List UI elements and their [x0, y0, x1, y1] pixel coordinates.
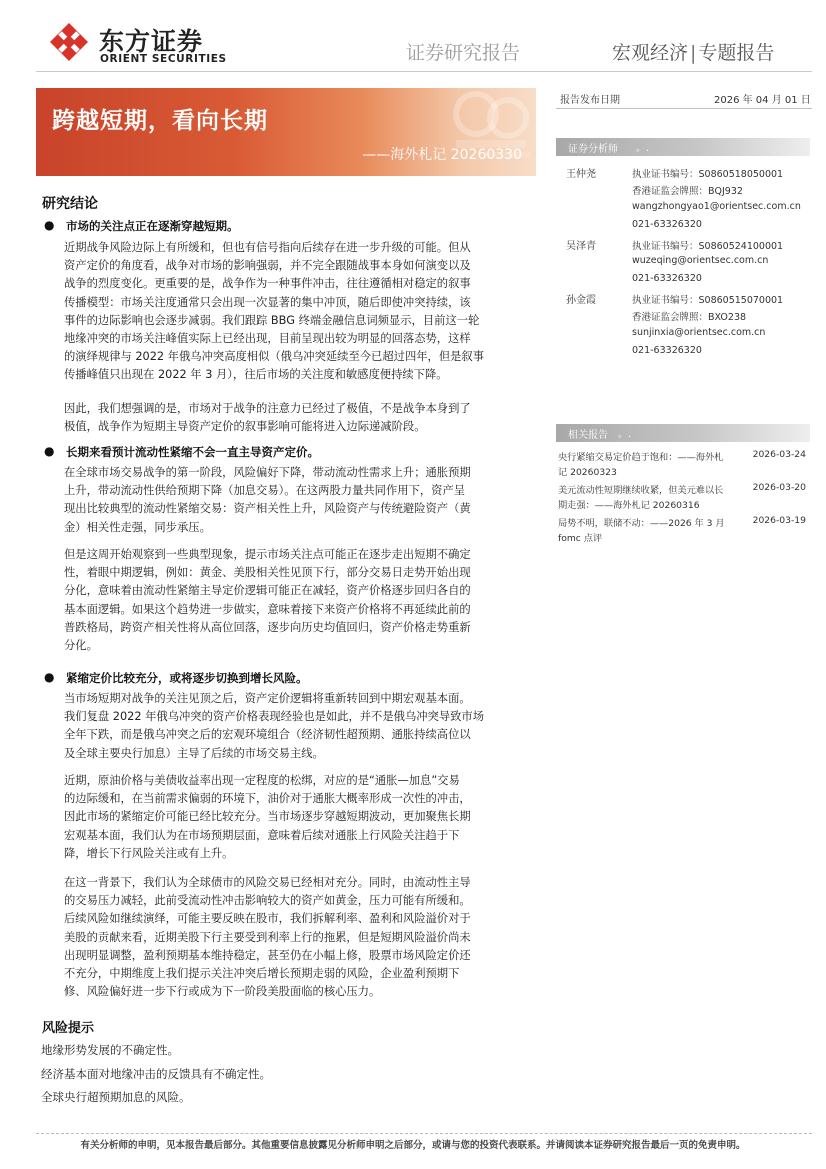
analyst-hk-license: 香港证监会牌照：BQJ932: [632, 186, 743, 197]
bullet-icon: ●: [44, 670, 55, 684]
analyst-name: 孙金霞: [566, 295, 596, 306]
paragraph: [64, 874, 528, 1001]
analyst-phone: 021-63326320: [632, 219, 702, 230]
analyst-name: 王仲尧: [566, 169, 596, 180]
paragraph-line: 当市场短期对战争的关注见顶之后，资产定价逻辑将重新转回到中期宏观基本面。: [64, 692, 471, 705]
paragraph-line: 我们复盘 2022 年俄乌冲突的资产价格表现经验也是如此，并不是俄乌冲突导致市场: [64, 710, 485, 724]
paragraph-line: 金）相关性走强，同步承压。: [64, 520, 211, 534]
related-heading-label: 相关报告: [568, 430, 608, 441]
paragraph-line: 传播模型：市场关注度通常只会出现一次显著的集中冲顶，随后即使冲突持续，该: [64, 295, 471, 309]
paragraph-line: 上升，带动流动性供给预期下降（加息交易）。在这两股力量共同作用下，资产呈: [64, 484, 466, 498]
analysts-heading-label: 证券分析师: [568, 144, 618, 155]
paragraph-line: 传播峰值只出现在 2022 年 3 月），往后市场的关注度和敏感度便持续下降。: [64, 368, 448, 382]
related-report-title-cont[interactable]: 记 20260323: [558, 467, 617, 478]
key-point-title: 紧缩定价比较充分，或将逐步切换到增长风险。: [66, 671, 308, 685]
paragraph-line: 后续风险如继续演绎，可能主要反映在股市，我们拆解利率、盈利和风险溢价对于: [64, 912, 471, 926]
related-report-date: 2026-03-19: [752, 515, 806, 526]
paragraph-line: 极值，战争作为短期主导资产定价的叙事影响可能将进入边际递减阶段。: [64, 420, 426, 434]
paragraph-line: 全年下跌，而是俄乌冲突之后的宏观环境组合（经济韧性超预期、通胀持续高位以: [64, 728, 471, 742]
paragraph-line: 普跌格局，跨资产相关性将从高位回落，逐步向历史均值回归，资产价格走势重新: [64, 620, 471, 634]
bullet-icon: ●: [44, 218, 55, 232]
analysts-heading: [556, 138, 810, 156]
brand-logo-icon: [49, 22, 89, 62]
analyst-license: 执业证书编号：S0860518050001: [632, 169, 784, 180]
analyst-license: 执业证书编号：S0860515070001: [632, 295, 784, 306]
paragraph-line: 资产定价的角度看，战争对市场的影响强弱，并不完全跟随战事本身如何演变以及: [64, 259, 471, 273]
analyst-name: 吴泽青: [566, 241, 596, 252]
title-banner: [36, 88, 536, 176]
paragraph: [64, 239, 528, 385]
paragraph-line: 美股的贡献来看，近期美股下行主要受到利率上行的拖累，但是短期风险溢价尚未: [64, 930, 471, 944]
paragraph: [64, 400, 528, 436]
paragraph: [64, 546, 528, 655]
paragraph: [64, 772, 528, 863]
paragraph-line: 但是这周开始观察到一些典型现象，提示市场关注点可能正在逐步走出短期不确定: [64, 548, 471, 561]
related-report-date: 2026-03-24: [752, 449, 806, 460]
analyst-license: 执业证书编号：S0860524100001: [632, 241, 784, 252]
analysts-heading-dots: 。.: [636, 143, 650, 154]
related-heading: [556, 424, 810, 442]
analyst-email[interactable]: sunjinxia@orientsec.com.cn: [632, 327, 766, 338]
publish-date-label: 报告发布日期: [560, 95, 620, 106]
report-title: 跨越短期，看向长期: [52, 108, 268, 134]
paragraph-line: 在这一背景下，我们认为全球债市的风险交易已经相对充分。同时，由流动性主导: [64, 876, 471, 889]
paragraph-line: 修、风险偏好进一步下行或成为下一阶段美股面临的核心压力。: [64, 985, 381, 999]
analyst-phone: 021-63326320: [632, 345, 702, 356]
paragraph-line: 地缘冲突的市场关注峰值实际上已经出现，目前呈现出较为明显的回落态势，这样: [64, 332, 471, 346]
key-point-title: 市场的关注点正在逐渐穿越短期。: [66, 219, 239, 233]
analyst-email[interactable]: wuzeqing@orientsec.com.cn: [632, 255, 769, 266]
paragraph-line: 不充分，中期维度上我们提示关注冲突后增长预期走弱的风险，企业盈利预期下: [64, 967, 460, 981]
category-separator: |: [690, 42, 697, 64]
paragraph-line: 基本面逻辑。如果这个趋势进一步做实，意味着接下来资产价格将不再延续此前的: [64, 602, 471, 616]
risk-title: 风险提示: [42, 1021, 95, 1036]
related-report-title[interactable]: 局势不明，联储不动：——2026 年 3 月: [558, 518, 725, 529]
company-name-cn: 东方证券: [99, 27, 204, 56]
footer-disclaimer: 有关分析师的申明，见本报告最后部分。其他重要信息披露见分析师申明之后部分，或请与您的投资代表联系。并请阅读本证券研究报告最后一页的免责申明。: [80, 1140, 746, 1151]
analyst-hk-license: 香港证监会牌照：BXO238: [632, 312, 747, 323]
related-report-title[interactable]: 央行紧缩交易定价趋于饱和：——海外札: [558, 452, 724, 463]
paragraph-line: 性，着眼中期逻辑，例如：黄金、美股相关性见顶下行，部分交易日走势开始出现: [64, 566, 471, 580]
paragraph-line: 的交易压力减轻，此前受流动性冲击影响较大的资产如黄金，压力可能有所缓和。: [64, 894, 471, 908]
header-divider: [36, 71, 812, 72]
related-report-date: 2026-03-20: [752, 482, 806, 493]
category-macro: 宏观经济: [612, 42, 689, 64]
related-report-title[interactable]: 美元流动性短期继续收紧，但美元难以长: [558, 485, 724, 496]
paragraph-line: 事件的边际影响也会逐步减弱。我们跟踪 BBG 终端金融信息词频显示，目前这一轮: [64, 313, 480, 327]
paragraph-line: 现出比较典型的流动性紧缩交易：资产相关性上升，风险资产与传统避险资产（黄: [64, 502, 471, 516]
paragraph-line: 战争的烈度变化。更重要的是，战争作为一种事件冲击，往往遵循相对稳定的叙事: [64, 277, 471, 291]
paragraph-line: 因此，我们想强调的是，市场对于战争的注意力已经过了极值，不是战争本身到了: [64, 402, 471, 415]
brand-logo: [49, 20, 229, 70]
paragraph-line: 分化，意味着由流动性紧缩主导定价逻辑可能正在减轻，资产价格逐步回归各自的: [64, 584, 471, 598]
risk-item: 全球央行超预期加息的风险。: [41, 1090, 191, 1104]
publish-date: 2026 年 04 月 01 日: [714, 95, 811, 106]
bullet-icon: ●: [44, 444, 55, 458]
company-name-en: ORIENT SECURITIES: [100, 53, 227, 65]
analyst-phone: 021-63326320: [632, 273, 702, 284]
report-type: 证券研究报告: [406, 42, 521, 64]
paragraph-line: 宏观基本面，我们认为在市场预期层面，意味着后续对通胀上行风险关注趋于下: [64, 828, 460, 842]
section-title-conclusion: 研究结论: [42, 196, 98, 212]
report-category: [612, 38, 774, 65]
risk-item: 地缘形势发展的不确定性。: [41, 1043, 179, 1057]
risk-item: 经济基本面对地缘冲击的反馈具有不确定性。: [41, 1067, 271, 1081]
paragraph-line: 近期战争风险边际上有所缓和，但也有信号指向后续存在进一步升级的可能。但从: [64, 241, 471, 254]
paragraph-line: 在全球市场交易战争的第一阶段，风险偏好下降，带动流动性需求上升；通胀预期: [64, 466, 471, 479]
publish-divider: [556, 108, 812, 109]
paragraph-line: 降，增长下行风险关注或有上升。: [64, 846, 234, 860]
paragraph: [64, 464, 528, 537]
paragraph-line: 的边际缓和，在当前需求偏弱的环境下，油价对于通胀大概率形成一次性的冲击，: [64, 792, 471, 806]
related-report-title-cont[interactable]: fomc 点评: [558, 533, 603, 544]
footer-divider: [36, 1133, 812, 1134]
paragraph-line: 近期，原油价格与美债收益率出现一定程度的松绑，对应的是“通胀—加息”交易: [64, 774, 460, 787]
paragraph: [64, 690, 528, 763]
related-report-title-cont[interactable]: 期走强：——海外札记 20260316: [558, 500, 700, 511]
key-point-title: 长期来看预计流动性紧缩不会一直主导资产定价。: [66, 445, 319, 459]
paragraph-line: 因此市场的紧缩定价可能已经比较充分。当市场逐步穿越短期波动，更加聚焦长期: [64, 810, 471, 824]
paragraph-line: 出现明显调整，盈利预期基本维持稳定，甚至仍在小幅上修，股票市场风险定价还: [64, 948, 471, 962]
report-subtitle: ——海外札记 20260330: [362, 147, 522, 163]
paragraph-line: 的演绎规律与 2022 年俄乌冲突高度相似（俄乌冲突延续至今已超过四年，但是叙事: [64, 350, 485, 364]
analyst-email[interactable]: wangzhongyao1@orientsec.com.cn: [632, 201, 801, 212]
paragraph-line: 分化。: [64, 639, 98, 653]
paragraph-line: 及全球主要央行加息）主导了后续的市场交易主线。: [64, 746, 324, 760]
related-heading-dots: 。.: [618, 429, 632, 440]
category-special: 专题报告: [698, 42, 775, 64]
